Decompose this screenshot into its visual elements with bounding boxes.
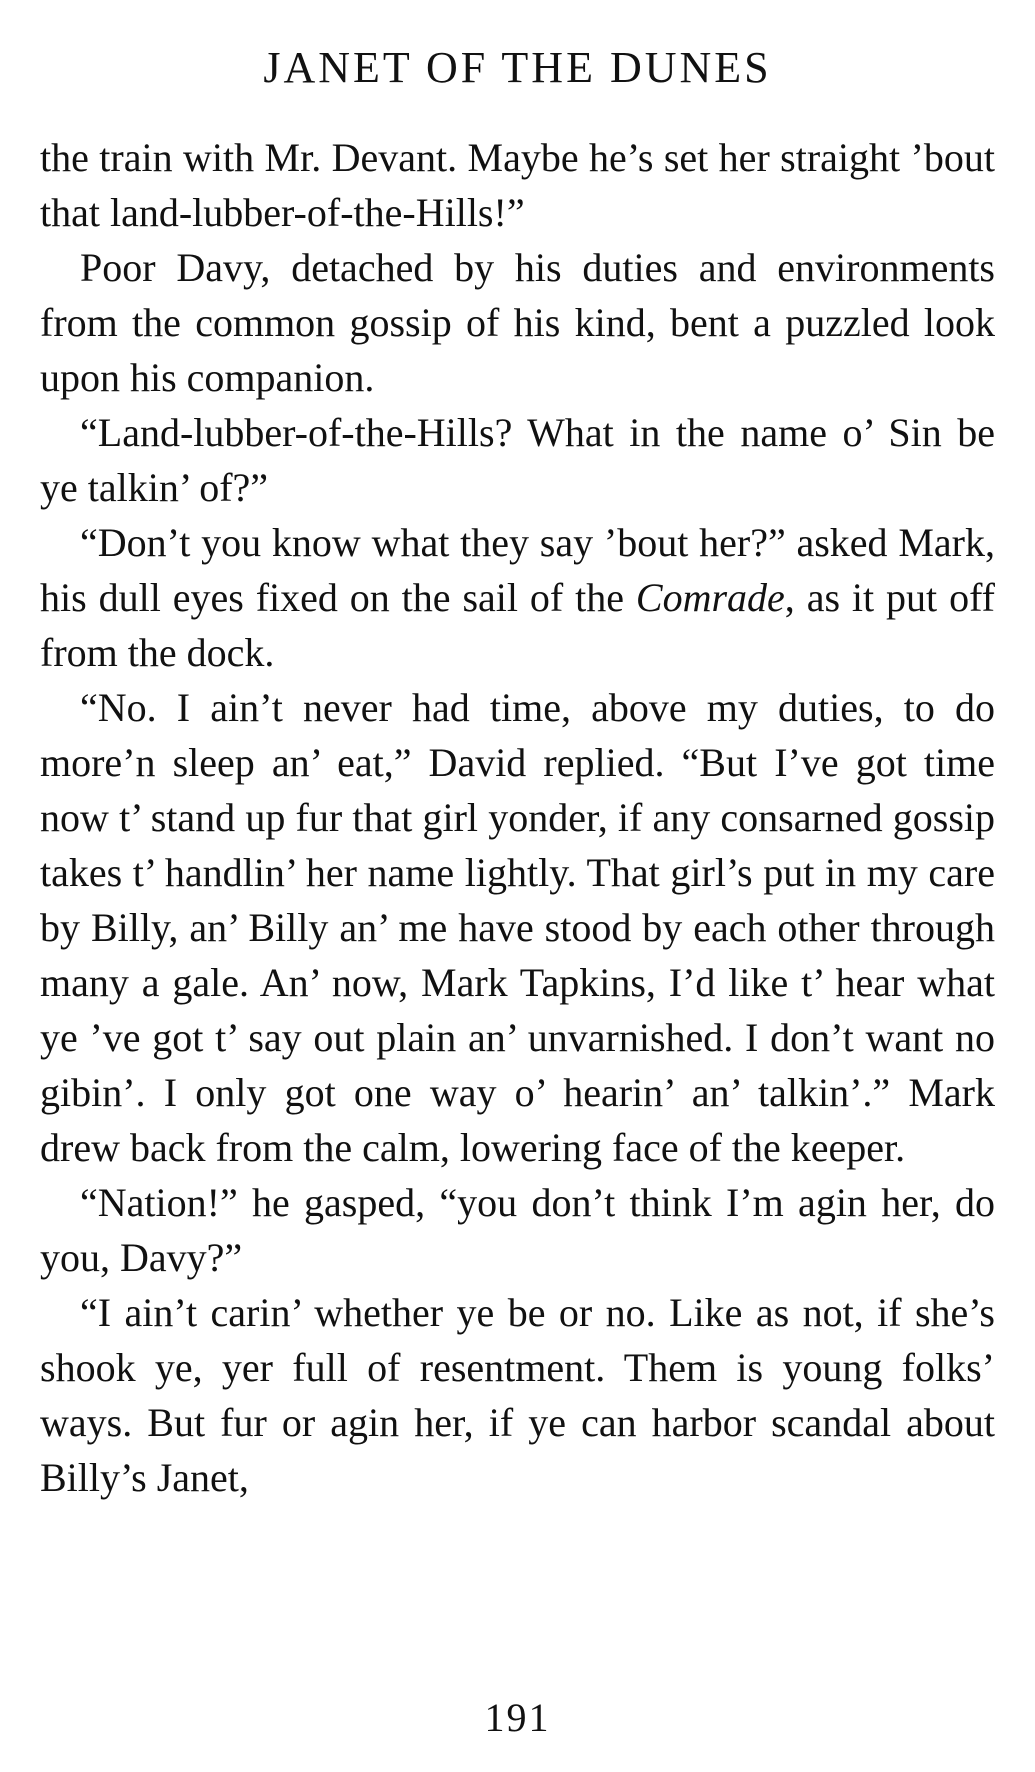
ship-name: Comrade bbox=[635, 575, 785, 620]
paragraph-text: , as it put off from the dock. bbox=[40, 575, 995, 675]
paragraph: “Nation!” he gasped, “you don’t think I’m agin her, do you, Davy?” bbox=[40, 1180, 995, 1280]
paragraph: “I ain’t carin’ whether ye be or no. Like as not, if she’s shook ye, yer full of resentment. Them is young folks’ ways. But fur or agin her, if ye can harbor scandal about Billy’s Janet, bbox=[40, 1290, 995, 1500]
paragraph: “No. I ain’t never had time, above my duties, to do more’n sleep an’ eat,” David replied. “But I’ve got time now t’ stand up fur that girl yonder, if any consarned gossip takes t’ handlin’ her name lightly. That girl’s put in my care by Billy, an’ Billy an’ me have stood by each other through many a gale. An’ now, Mark Tapkins, I’d like t’ hear what ye ’ve got t’ say out plain an’ unvarnished. I don’t want no gibin’. I only got one way o’ hearin’ an’ talkin’.” Mark drew back from the calm, lowering face of the keeper. bbox=[40, 685, 995, 1170]
paragraph bbox=[40, 515, 995, 680]
paragraph-continued: the train with Mr. Devant. Maybe he’s set her straight ’bout that land-lubber-of-the-Hills!” bbox=[40, 135, 995, 235]
running-head: JANET OF THE DUNES bbox=[263, 43, 772, 92]
paragraph-text: “Don’t you know what they say ’bout her?” asked Mark, his dull eyes fixed on the sail of the bbox=[40, 520, 995, 620]
paragraph: “Land-lubber-of-the-Hills? What in the name o’ Sin be ye talkin’ of?” bbox=[40, 410, 995, 510]
page-body bbox=[40, 130, 995, 1505]
paragraph: Poor Davy, detached by his duties and environments from the common gossip of his kind, bent a puzzled look upon his companion. bbox=[40, 245, 995, 400]
page-number: 191 bbox=[484, 1695, 551, 1740]
